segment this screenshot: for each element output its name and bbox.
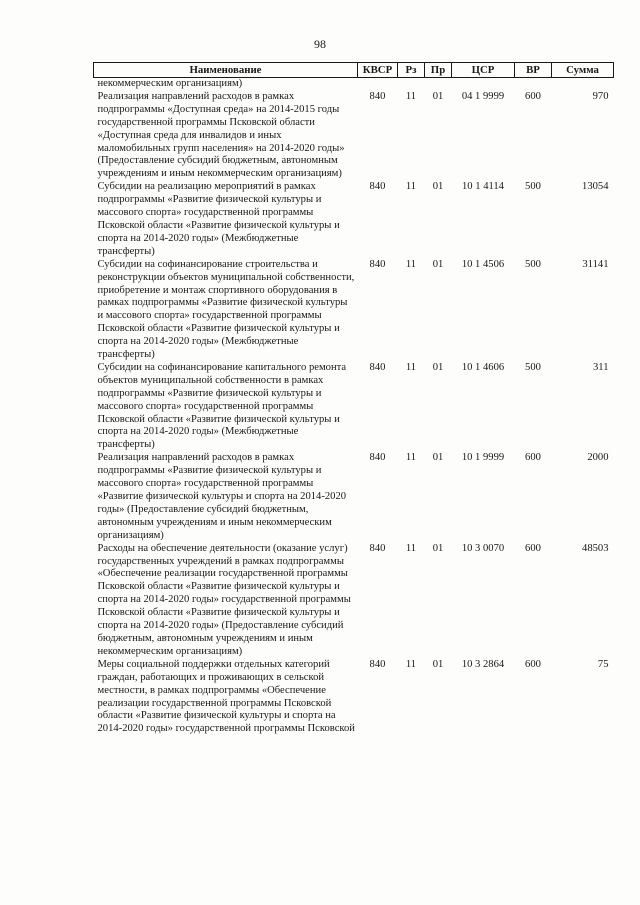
row-pr: 01 xyxy=(432,658,444,670)
row-sum: 970 xyxy=(592,90,609,102)
row-vr: 500 xyxy=(525,181,541,193)
row-name: Реализация направлений расходов в рамках подпрограммы «Доступная среда» на 2014-2015 годы государственной программы Псковской области «Доступная среда для инвалидов и иных маломобильных групп населения» на 2014-2020 годы» (Предоставление субсидий бюджетным, автономным учреждениям и иным некоммерческим организациям) xyxy=(97,90,345,180)
row-vr: 600 xyxy=(525,90,541,102)
table-row xyxy=(94,362,614,452)
row-sum: 311 xyxy=(593,361,609,373)
budget-table xyxy=(93,62,614,736)
row-sum: 75 xyxy=(597,658,609,670)
row-sum: 2000 xyxy=(587,452,609,464)
table-row xyxy=(94,659,614,736)
row-pr: 01 xyxy=(432,542,444,554)
row-kvsr: 840 xyxy=(369,452,386,464)
table-body xyxy=(94,78,614,737)
row-rz: 11 xyxy=(405,181,417,193)
row-kvsr xyxy=(358,78,398,91)
row-sum: 48503 xyxy=(582,542,609,554)
page-number: 98 xyxy=(314,37,326,51)
row-csr: 10 3 2864 xyxy=(461,658,505,670)
row-name: Субсидии на реализацию мероприятий в рамках подпрограммы «Развитие физической культуры и массового спорта» государственной программы Псковской области «Развитие физической культуры и спорта на 2014-2020 годы» (Межбюджетные трансферты) xyxy=(97,181,340,257)
header-name: Наименование xyxy=(94,63,358,78)
row-kvsr: 840 xyxy=(369,90,386,102)
row-csr: 10 3 0070 xyxy=(461,542,505,554)
header-sum: Сумма xyxy=(552,63,614,78)
table-header xyxy=(94,63,614,78)
row-sum: 31141 xyxy=(582,258,609,270)
row-sum: 13054 xyxy=(582,181,609,193)
row-name: Реализация направлений расходов в рамках подпрограммы «Развитие физической культуры и массового спорта» государственной программы «Развитие физической культуры и спорта на 2014-2020 годы» (Предоставление субсидий бюджетным, автономным учреждениям и иным некоммерческим организациям) xyxy=(97,452,347,541)
row-vr: 500 xyxy=(525,258,541,270)
row-csr: 10 1 4114 xyxy=(462,181,504,193)
header-kvsr: КВСР xyxy=(358,63,398,78)
row-kvsr: 840 xyxy=(369,181,386,193)
row-name: Субсидии на софинансирование капитального ремонта объектов муниципальной собственности в рамках подпрограммы «Развитие физической культуры и массового спорта» государственной программы Псковской области «Развитие физической культуры и спорта на 2014-2020 годы» (Межбюджетные трансферты) xyxy=(97,361,347,451)
row-sum xyxy=(552,78,614,91)
row-pr xyxy=(425,78,452,91)
row-csr: 10 1 4606 xyxy=(461,361,505,373)
table-row xyxy=(94,259,614,362)
row-name: Расходы на обеспечение деятельности (оказание услуг) государственных учреждений в рамках подпрограммы «Обеспечение реализации государственной программы Псковской области «Развитие физической культуры и спорта на 2014-2020 годы» государственной программы Псковской области «Развитие физической культуры и спорта на 2014-2020 годы» (Предоставление субсидий бюджетным, автономным учреждениям и иным некоммерческим организациям) xyxy=(97,542,351,657)
row-rz: 11 xyxy=(405,90,417,102)
row-vr: 500 xyxy=(525,361,541,373)
row-rz: 11 xyxy=(405,258,417,270)
row-vr: 600 xyxy=(525,452,541,464)
header-rz: Рз xyxy=(398,63,425,78)
row-pr: 01 xyxy=(432,90,444,102)
row-vr: 600 xyxy=(525,658,541,670)
row-pr: 01 xyxy=(432,258,444,270)
row-vr: 600 xyxy=(525,542,541,554)
row-rz xyxy=(398,78,425,91)
row-rz: 11 xyxy=(405,452,417,464)
row-name: Субсидии на софинансирование строительства и реконструкции объектов муниципальной собственности, приобретение и монтаж спортивного оборудования в рамках подпрограммы «Развитие физической культуры и массового спорта» государственной программы Псковской области «Развитие физической культуры и спорта на 2014-2020 годы» (Межбюджетные трансферты) xyxy=(97,258,355,361)
row-csr: 10 1 9999 xyxy=(461,452,505,464)
row-kvsr: 840 xyxy=(369,658,386,670)
row-kvsr: 840 xyxy=(369,258,386,270)
row-kvsr: 840 xyxy=(369,542,386,554)
row-csr: 10 1 4506 xyxy=(461,258,505,270)
row-name: некоммерческим организациям) xyxy=(97,78,243,89)
row-pr: 01 xyxy=(432,361,444,373)
row-kvsr: 840 xyxy=(369,361,386,373)
row-csr xyxy=(452,78,515,91)
row-rz: 11 xyxy=(405,542,417,554)
row-name: Меры социальной поддержки отдельных категорий граждан, работающих и проживающих в сельской местности, в рамках подпрограммы «Обеспечение реализации государственной программы Псковской области «Развитие физической культуры и спорта на 2014-2020 годы» государственной программы Псковской xyxy=(97,658,355,735)
header-pr: Пр xyxy=(425,63,452,78)
header-csr: ЦСР xyxy=(452,63,515,78)
table-row xyxy=(94,78,614,91)
row-rz: 11 xyxy=(405,658,417,670)
table-row xyxy=(94,181,614,258)
table-row xyxy=(94,543,614,659)
table-row xyxy=(94,91,614,181)
row-csr: 04 1 9999 xyxy=(461,90,505,102)
row-vr xyxy=(515,78,552,91)
row-rz: 11 xyxy=(405,361,417,373)
table-row xyxy=(94,452,614,542)
header-vr: ВР xyxy=(515,63,552,78)
row-pr: 01 xyxy=(432,452,444,464)
row-pr: 01 xyxy=(432,181,444,193)
